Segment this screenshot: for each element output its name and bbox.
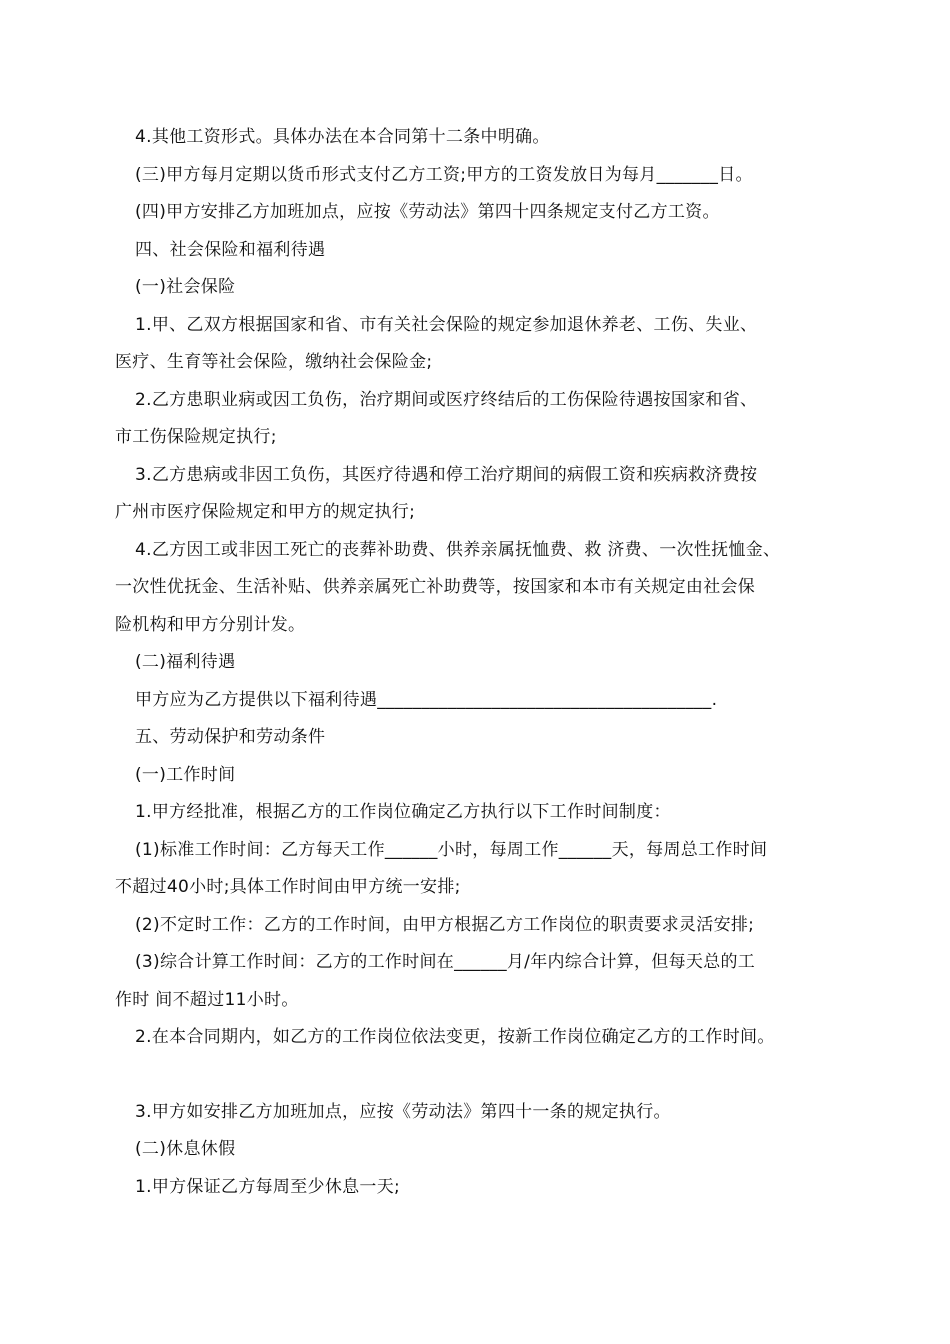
text-line: 1.甲方保证乙方每周至少休息一天;	[135, 1177, 401, 1197]
text-line: 3.甲方如安排乙方加班加点，应按《劳动法》第四十一条的规定执行。	[135, 1102, 671, 1122]
text-line: 险机构和甲方分别计发。	[115, 615, 306, 635]
text-line: (1)标准工作时间：乙方每天工作______小时，每周工作______天，每周总工作时间	[135, 840, 768, 860]
text-line: (3)综合计算工作时间：乙方的工作时间在______月/年内综合计算，但每天总的工	[135, 952, 756, 972]
text-line: 4.乙方因工或非因工死亡的丧葬补助费、供养亲属抚恤费、救 济费、一次性抚恤金、	[135, 540, 781, 560]
text-line: 作时 间不超过11小时。	[115, 990, 299, 1010]
text-line: (2)不定时工作：乙方的工作时间，由甲方根据乙方工作岗位的职责要求灵活安排;	[135, 915, 755, 935]
subsection-heading: (一)社会保险	[135, 277, 236, 297]
text-line: 不超过40小时;具体工作时间由甲方统一安排;	[115, 877, 461, 897]
subsection-heading: (一)工作时间	[135, 765, 236, 785]
text-line: 2.乙方患职业病或因工负伤，治疗期间或医疗终结后的工伤保险待遇按国家和省、	[135, 390, 758, 410]
text-line: 一次性优抚金、生活补贴、供养亲属死亡补助费等，按国家和本市有关规定由社会保	[115, 577, 756, 597]
text-line: 甲方应为乙方提供以下福利待遇______________________________________.	[135, 690, 718, 710]
text-line: 2.在本合同期内，如乙方的工作岗位依法变更，按新工作岗位确定乙方的工作时间。	[135, 1027, 775, 1047]
text-line: 3.乙方患病或非因工负伤，其医疗待遇和停工治疗期间的病假工资和疾病救济费按	[135, 465, 758, 485]
text-line: 医疗、生育等社会保险，缴纳社会保险金;	[115, 352, 433, 372]
section-heading: 五、劳动保护和劳动条件	[135, 727, 326, 747]
text-line: (四)甲方安排乙方加班加点，应按《劳动法》第四十四条规定支付乙方工资。	[135, 202, 720, 222]
text-line: (三)甲方每月定期以货币形式支付乙方工资;甲方的工资发放日为每月_______日。	[135, 165, 753, 185]
text-line: 1.甲、乙双方根据国家和省、市有关社会保险的规定参加退休养老、工伤、失业、	[135, 315, 758, 335]
text-line: 1.甲方经批准，根据乙方的工作岗位确定乙方执行以下工作时间制度：	[135, 802, 671, 822]
text-line: 市工伤保险规定执行;	[115, 427, 277, 447]
text-line: 广州市医疗保险规定和甲方的规定执行;	[115, 502, 416, 522]
subsection-heading: (二)休息休假	[135, 1139, 236, 1159]
text-line: 4.其他工资形式。具体办法在本合同第十二条中明确。	[135, 127, 550, 147]
section-heading: 四、社会保险和福利待遇	[135, 240, 326, 260]
subsection-heading: (二)福利待遇	[135, 652, 236, 672]
